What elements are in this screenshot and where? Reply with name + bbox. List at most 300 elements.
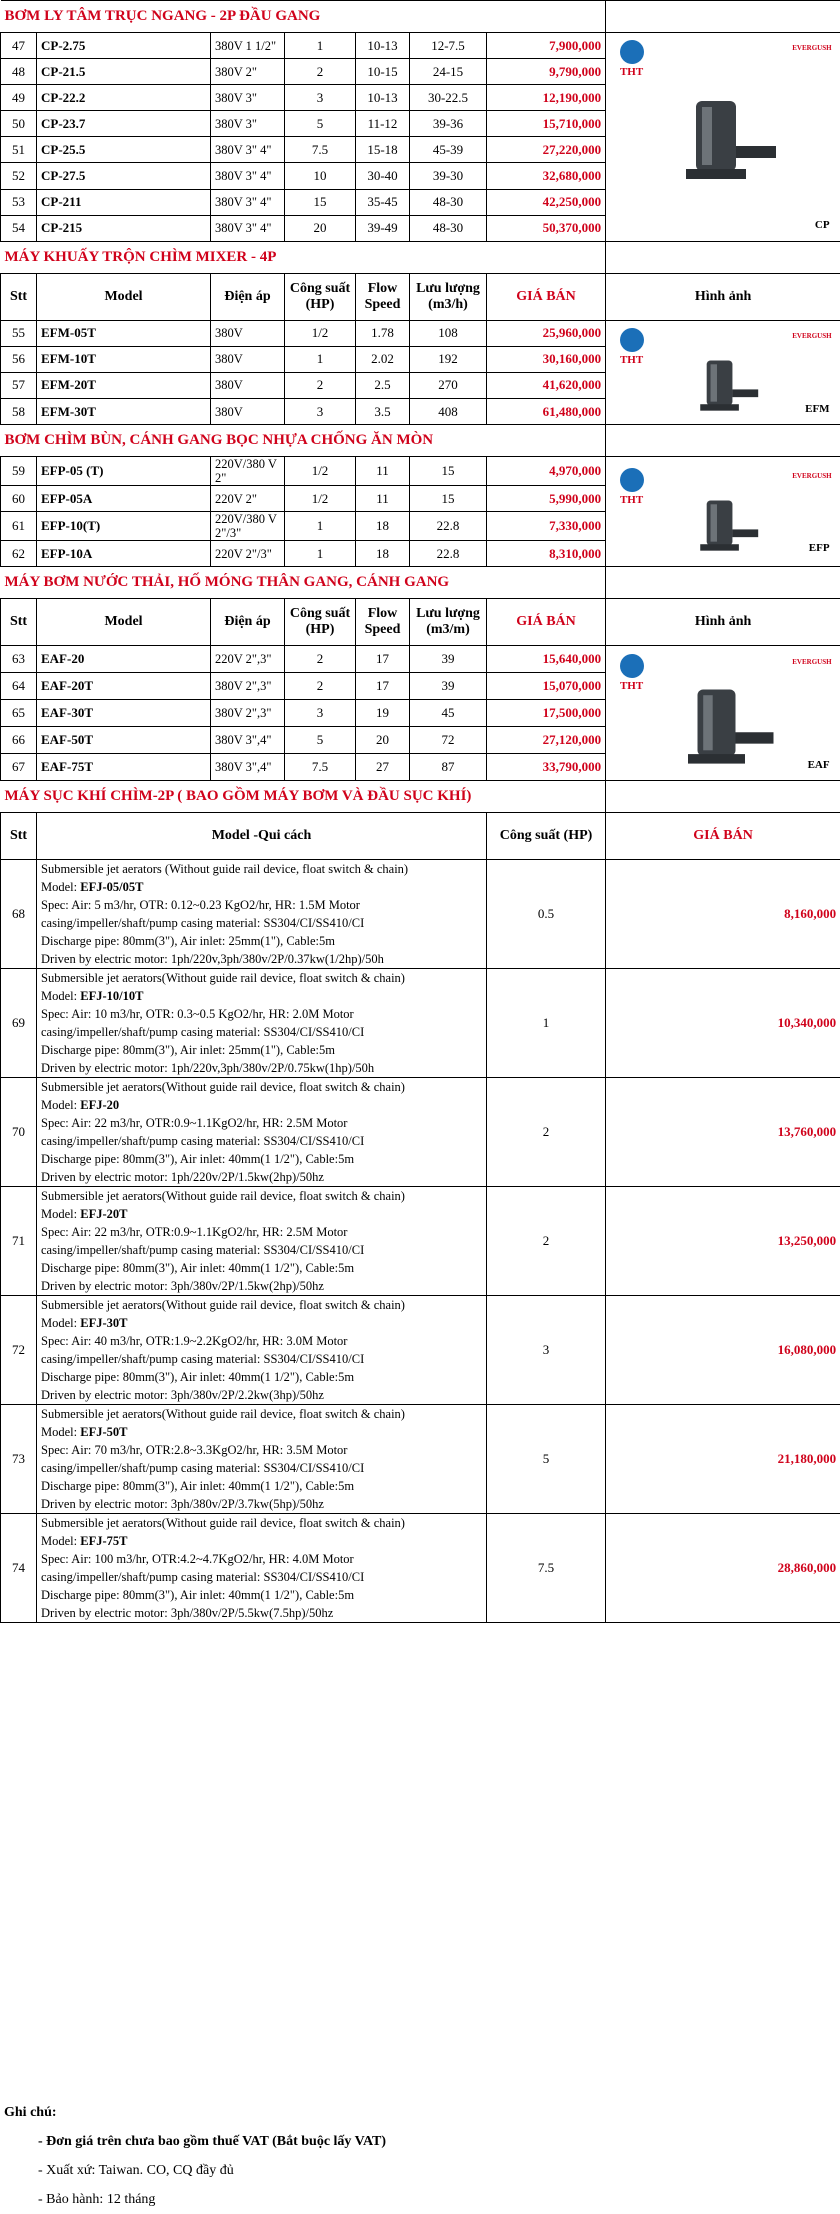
row-stt: 56 <box>1 346 37 372</box>
desc-line: Submersible jet aerators(Without guide rail device, float switch & chain) <box>41 1407 405 1422</box>
row-model: EFM-30T <box>37 399 211 425</box>
desc-model-prefix: Model: <box>41 1098 81 1113</box>
desc-model-line <box>41 878 482 896</box>
desc-pipe: Discharge pipe: 80mm(3"), Air inlet: 25mm(1"), Cable:5m <box>41 934 335 949</box>
desc-pipe: Discharge pipe: 80mm(3"), Air inlet: 40mm(1 1/2"), Cable:5m <box>41 1370 355 1385</box>
row-model: EFP-10(T) <box>37 512 211 541</box>
row-power: 2 <box>285 372 356 398</box>
row-flow-rate: 24-15 <box>410 59 487 85</box>
row-flow-rate: 15 <box>410 486 487 512</box>
desc-model: EFJ-75T <box>80 1534 128 1549</box>
table-row <box>1 33 840 59</box>
section-title-row <box>1 241 840 273</box>
desc-model: EFJ-50T <box>80 1425 128 1440</box>
row-flow-rate: 22.8 <box>410 512 487 541</box>
row-price: 12,190,000 <box>487 85 606 111</box>
desc-line: Submersible jet aerators(Without guide rail device, float switch & chain) <box>41 1189 405 1204</box>
row-power: 7.5 <box>487 1514 606 1623</box>
table-row <box>1 1296 840 1405</box>
row-model: EFP-10A <box>37 541 211 567</box>
desc-motor: Driven by electric motor: 1ph/220v,3ph/380v/2P/0.75kw(1hp)/50h <box>41 1061 375 1076</box>
row-description <box>37 969 487 1078</box>
desc-model: EFJ-30T <box>80 1316 128 1331</box>
row-power: 1 <box>285 541 356 567</box>
row-model: CP-21.5 <box>37 59 211 85</box>
row-price: 28,860,000 <box>606 1514 840 1623</box>
row-model: EFM-05T <box>37 320 211 346</box>
row-flow-speed: 27 <box>356 754 410 781</box>
row-price: 15,710,000 <box>487 111 606 137</box>
row-power: 2 <box>285 646 356 673</box>
row-flow-speed: 10-13 <box>356 85 410 111</box>
row-flow-rate: 39 <box>410 646 487 673</box>
desc-line: Submersible jet aerators(Without guide rail device, float switch & chain) <box>41 1298 405 1313</box>
row-voltage: 380V 3" <box>211 85 285 111</box>
row-flow-speed: 18 <box>356 512 410 541</box>
row-flow-rate: 45 <box>410 700 487 727</box>
row-flow-speed: 17 <box>356 646 410 673</box>
row-flow-rate: 39 <box>410 673 487 700</box>
row-price: 5,990,000 <box>487 486 606 512</box>
evergush-logo-icon: EVERGUSH <box>792 471 832 480</box>
section-title-row <box>1 425 840 457</box>
notes-section <box>0 2098 840 2214</box>
section-title-row <box>1 781 840 813</box>
row-model: CP-25.5 <box>37 137 211 163</box>
row-voltage: 380V <box>211 346 285 372</box>
row-voltage: 220V 2"/3" <box>211 541 285 567</box>
header-hp: Công suất (HP) <box>285 599 356 646</box>
section-title: MÁY BƠM NƯỚC THẢI, HỐ MÓNG THÂN GANG, CÁNH GANG <box>1 567 606 599</box>
row-voltage: 380V 3" 4" <box>211 137 285 163</box>
row-price: 15,070,000 <box>487 673 606 700</box>
header-price: GIÁ BÁN <box>487 599 606 646</box>
row-model: EAF-75T <box>37 754 211 781</box>
row-flow-rate: 270 <box>410 372 487 398</box>
desc-spec: Spec: Air: 22 m3/hr, OTR:0.9~1.1KgO2/hr, HR: 2.5M Motor casing/impeller/shaft/pump casing material: SS304/CI/SS410/CI <box>41 1225 365 1258</box>
header-flow: Flow Speed <box>356 273 410 320</box>
row-model: EAF-30T <box>37 700 211 727</box>
tht-disk-icon <box>620 328 644 352</box>
pump-illustration-icon <box>666 680 786 775</box>
row-price: 17,500,000 <box>487 700 606 727</box>
row-flow-speed: 10-15 <box>356 59 410 85</box>
row-stt: 47 <box>1 33 37 59</box>
section-title-blank <box>606 781 840 813</box>
row-description <box>37 1187 487 1296</box>
row-price: 25,960,000 <box>487 320 606 346</box>
row-price: 10,340,000 <box>606 969 840 1078</box>
row-voltage: 380V 2",3" <box>211 700 285 727</box>
desc-spec: Spec: Air: 5 m3/hr, OTR: 0.12~0.23 KgO2/hr, HR: 1.5M Motor casing/impeller/shaft/pump casing material: SS304/CI/SS410/CI <box>41 898 365 931</box>
desc-spec: Spec: Air: 10 m3/hr, OTR: 0.3~0.5 KgO2/hr, HR: 2.0M Motor casing/impeller/shaft/pump casing material: SS304/CI/SS410/CI <box>41 1007 365 1040</box>
desc-model-prefix: Model: <box>41 989 81 1004</box>
header-stt: Stt <box>1 273 37 320</box>
desc-model: EFJ-20T <box>80 1207 128 1222</box>
row-power: 2 <box>285 59 356 85</box>
row-power: 10 <box>285 163 356 189</box>
desc-model-line <box>41 1314 482 1332</box>
row-power: 3 <box>285 399 356 425</box>
row-stt: 60 <box>1 486 37 512</box>
row-price: 42,250,000 <box>487 189 606 215</box>
header-volt: Điện áp <box>211 273 285 320</box>
section-title: MÁY KHUẤY TRỘN CHÌM MIXER - 4P <box>1 241 606 273</box>
product-image-label: CP <box>814 219 830 232</box>
row-stt: 51 <box>1 137 37 163</box>
desc-model-prefix: Model: <box>41 1425 81 1440</box>
desc-motor: Driven by electric motor: 3ph/380v/2P/5.5kw(7.5hp)/50hz <box>41 1606 334 1621</box>
row-power: 5 <box>285 727 356 754</box>
desc-model-line <box>41 987 482 1005</box>
evergush-logo-icon: EVERGUSH <box>792 332 832 341</box>
desc-pipe: Discharge pipe: 80mm(3"), Air inlet: 40mm(1 1/2"), Cable:5m <box>41 1261 355 1276</box>
row-voltage: 220V 2",3" <box>211 646 285 673</box>
section-title: BƠM CHÌM BÙN, CÁNH GANG BỌC NHỰA CHỐNG ĂN MÒN <box>1 425 606 457</box>
row-stt: 49 <box>1 85 37 111</box>
desc-pipe: Discharge pipe: 80mm(3"), Air inlet: 40mm(1 1/2"), Cable:5m <box>41 1588 355 1603</box>
section-title-blank <box>606 241 840 273</box>
tht-logo-text: THT <box>619 354 644 367</box>
header-rate: Lưu lượng (m3/m) <box>410 599 487 646</box>
row-power: 1 <box>285 346 356 372</box>
table-row <box>1 320 840 346</box>
tht-logo-icon <box>615 654 649 692</box>
row-description <box>37 1405 487 1514</box>
row-power: 15 <box>285 189 356 215</box>
desc-spec: Spec: Air: 70 m3/hr, OTR:2.8~3.3KgO2/hr, HR: 3.5M Motor casing/impeller/shaft/pump casing material: SS304/CI/SS410/CI <box>41 1443 365 1476</box>
desc-spec: Spec: Air: 40 m3/hr, OTR:1.9~2.2KgO2/hr, HR: 3.0M Motor casing/impeller/shaft/pump casing material: SS304/CI/SS410/CI <box>41 1334 365 1367</box>
header-price: GIÁ BÁN <box>606 813 840 860</box>
row-stt: 59 <box>1 457 37 486</box>
product-image-label: EAF <box>807 758 830 771</box>
section-title: BƠM LY TÂM TRỤC NGANG - 2P ĐẦU GANG <box>1 1 606 33</box>
row-flow-speed: 30-40 <box>356 163 410 189</box>
tht-disk-icon <box>620 654 644 678</box>
row-flow-rate: 108 <box>410 320 487 346</box>
row-power: 1/2 <box>285 486 356 512</box>
header-hp: Công suất (HP) <box>487 813 606 860</box>
row-stt: 73 <box>1 1405 37 1514</box>
desc-pipe: Discharge pipe: 80mm(3"), Air inlet: 40mm(1 1/2"), Cable:5m <box>41 1152 355 1167</box>
row-voltage: 380V 2" <box>211 59 285 85</box>
header-flow: Flow Speed <box>356 599 410 646</box>
row-flow-speed: 18 <box>356 541 410 567</box>
desc-model-prefix: Model: <box>41 1534 81 1549</box>
note-origin: - Xuất xứ: Taiwan. CO, CQ đầy đủ <box>38 2163 234 2178</box>
row-voltage: 380V 3" 4" <box>211 189 285 215</box>
sheet-body <box>1 1 840 1623</box>
pump-illustration-icon <box>666 354 786 418</box>
product-image-cell <box>606 320 840 424</box>
row-voltage: 380V 1 1/2" <box>211 33 285 59</box>
row-power: 5 <box>285 111 356 137</box>
row-model: CP-23.7 <box>37 111 211 137</box>
row-price: 13,760,000 <box>606 1078 840 1187</box>
row-model: EFP-05 (T) <box>37 457 211 486</box>
row-flow-speed: 1.78 <box>356 320 410 346</box>
section-title-row <box>1 567 840 599</box>
row-power: 5 <box>487 1405 606 1514</box>
row-voltage: 380V 3",4" <box>211 727 285 754</box>
row-model: EFM-20T <box>37 372 211 398</box>
notes-heading: Ghi chú: <box>4 2105 57 2120</box>
row-price: 41,620,000 <box>487 372 606 398</box>
table-row <box>1 1078 840 1187</box>
row-price: 27,220,000 <box>487 137 606 163</box>
header-model: Model -Qui cách <box>37 813 487 860</box>
table-row <box>1 860 840 969</box>
product-image <box>611 36 836 237</box>
header-row <box>1 273 840 320</box>
row-stt: 55 <box>1 320 37 346</box>
table-row <box>1 1514 840 1623</box>
desc-model-line <box>41 1205 482 1223</box>
row-flow-speed: 10-13 <box>356 33 410 59</box>
row-model: EAF-20T <box>37 673 211 700</box>
row-price: 4,970,000 <box>487 457 606 486</box>
table-row <box>1 1405 840 1514</box>
row-flow-rate: 192 <box>410 346 487 372</box>
row-price: 27,120,000 <box>487 727 606 754</box>
row-flow-speed: 20 <box>356 727 410 754</box>
row-model: EFM-10T <box>37 346 211 372</box>
row-power: 1 <box>487 969 606 1078</box>
row-voltage: 380V <box>211 372 285 398</box>
row-description <box>37 1514 487 1623</box>
tht-disk-icon <box>620 468 644 492</box>
table-row <box>1 1187 840 1296</box>
row-power: 3 <box>285 700 356 727</box>
row-stt: 70 <box>1 1078 37 1187</box>
row-stt: 63 <box>1 646 37 673</box>
row-stt: 53 <box>1 189 37 215</box>
row-model: CP-2.75 <box>37 33 211 59</box>
desc-motor: Driven by electric motor: 1ph/220v/2P/1.5kw(2hp)/50hz <box>41 1170 324 1185</box>
row-price: 7,330,000 <box>487 512 606 541</box>
row-flow-speed: 2.02 <box>356 346 410 372</box>
row-flow-rate: 408 <box>410 399 487 425</box>
row-power: 2 <box>285 673 356 700</box>
row-flow-rate: 87 <box>410 754 487 781</box>
row-stt: 48 <box>1 59 37 85</box>
desc-model-prefix: Model: <box>41 1316 81 1331</box>
row-power: 7.5 <box>285 137 356 163</box>
row-flow-speed: 11 <box>356 457 410 486</box>
header-image: Hình ảnh <box>606 599 840 646</box>
row-power: 2 <box>487 1187 606 1296</box>
row-voltage: 380V 3" 4" <box>211 163 285 189</box>
row-price: 8,310,000 <box>487 541 606 567</box>
row-stt: 64 <box>1 673 37 700</box>
note-warranty: - Bảo hành: 12 tháng <box>38 2192 156 2207</box>
row-stt: 66 <box>1 727 37 754</box>
tht-logo-icon <box>615 328 649 366</box>
row-flow-rate: 15 <box>410 457 487 486</box>
row-price: 30,160,000 <box>487 346 606 372</box>
desc-line: Submersible jet aerators(Without guide rail device, float switch & chain) <box>41 1516 405 1531</box>
section-title: MÁY SỤC KHÍ CHÌM-2P ( BAO GỒM MÁY BƠM VÀ ĐẦU SỤC KHÍ) <box>1 781 606 813</box>
row-flow-rate: 30-22.5 <box>410 85 487 111</box>
row-power: 20 <box>285 215 356 241</box>
row-stt: 54 <box>1 215 37 241</box>
desc-motor: Driven by electric motor: 1ph/220v,3ph/380v/2P/0.37kw(1/2hp)/50h <box>41 952 384 967</box>
evergush-logo-icon: EVERGUSH <box>792 44 832 53</box>
row-power: 7.5 <box>285 754 356 781</box>
row-voltage: 220V/380 V 2" <box>211 457 285 486</box>
row-power: 2 <box>487 1078 606 1187</box>
desc-model: EFJ-05/05T <box>80 880 144 895</box>
row-price: 7,900,000 <box>487 33 606 59</box>
row-stt: 62 <box>1 541 37 567</box>
row-stt: 72 <box>1 1296 37 1405</box>
row-stt: 61 <box>1 512 37 541</box>
row-model: CP-22.2 <box>37 85 211 111</box>
row-voltage: 380V <box>211 320 285 346</box>
row-price: 15,640,000 <box>487 646 606 673</box>
header-stt: Stt <box>1 599 37 646</box>
row-stt: 58 <box>1 399 37 425</box>
row-stt: 69 <box>1 969 37 1078</box>
row-flow-speed: 39-49 <box>356 215 410 241</box>
row-power: 0.5 <box>487 860 606 969</box>
desc-motor: Driven by electric motor: 3ph/380v/2P/1.5kw(2hp)/50hz <box>41 1279 324 1294</box>
desc-pipe: Discharge pipe: 80mm(3"), Air inlet: 40mm(1 1/2"), Cable:5m <box>41 1479 355 1494</box>
row-price: 8,160,000 <box>606 860 840 969</box>
row-power: 1 <box>285 512 356 541</box>
desc-motor: Driven by electric motor: 3ph/380v/2P/2.2kw(3hp)/50hz <box>41 1388 324 1403</box>
desc-model-line <box>41 1423 482 1441</box>
header-row <box>1 599 840 646</box>
section-title-blank <box>606 567 840 599</box>
product-image-cell <box>606 646 840 781</box>
row-voltage: 380V <box>211 399 285 425</box>
row-flow-rate: 39-30 <box>410 163 487 189</box>
tht-logo-icon <box>615 468 649 506</box>
row-flow-rate: 72 <box>410 727 487 754</box>
row-voltage: 380V 3",4" <box>211 754 285 781</box>
row-flow-speed: 17 <box>356 673 410 700</box>
desc-spec: Spec: Air: 22 m3/hr, OTR:0.9~1.1KgO2/hr, HR: 2.5M Motor casing/impeller/shaft/pump casing material: SS304/CI/SS410/CI <box>41 1116 365 1149</box>
row-model: CP-27.5 <box>37 163 211 189</box>
tht-disk-icon <box>620 40 644 64</box>
row-stt: 71 <box>1 1187 37 1296</box>
row-flow-speed: 19 <box>356 700 410 727</box>
row-flow-rate: 48-30 <box>410 215 487 241</box>
tht-logo-icon <box>615 40 649 78</box>
row-voltage: 380V 2",3" <box>211 673 285 700</box>
row-description <box>37 1296 487 1405</box>
row-model: EAF-50T <box>37 727 211 754</box>
desc-model: EFJ-10/10T <box>80 989 144 1004</box>
desc-model-prefix: Model: <box>41 1207 81 1222</box>
row-price: 61,480,000 <box>487 399 606 425</box>
desc-model-line <box>41 1096 482 1114</box>
desc-model-line <box>41 1532 482 1550</box>
header-hp: Công suất (HP) <box>285 273 356 320</box>
product-image-label: EFP <box>808 541 830 554</box>
row-price: 16,080,000 <box>606 1296 840 1405</box>
header-row <box>1 813 840 860</box>
row-flow-speed: 15-18 <box>356 137 410 163</box>
row-stt: 57 <box>1 372 37 398</box>
table-row <box>1 969 840 1078</box>
row-model: CP-211 <box>37 189 211 215</box>
desc-motor: Driven by electric motor: 3ph/380v/2P/3.7kw(5hp)/50hz <box>41 1497 324 1512</box>
section-title-blank <box>606 425 840 457</box>
tht-logo-text: THT <box>619 66 644 79</box>
header-rate: Lưu lượng (m3/h) <box>410 273 487 320</box>
row-description <box>37 1078 487 1187</box>
row-price: 21,180,000 <box>606 1405 840 1514</box>
row-price: 50,370,000 <box>487 215 606 241</box>
product-image <box>611 464 836 560</box>
note-vat: - Đơn giá trên chưa bao gồm thuế VAT (Bắt buộc lấy VAT) <box>38 2134 387 2149</box>
row-price: 13,250,000 <box>606 1187 840 1296</box>
row-power: 3 <box>285 85 356 111</box>
row-description <box>37 860 487 969</box>
product-image-cell <box>606 33 840 242</box>
row-flow-speed: 11-12 <box>356 111 410 137</box>
row-flow-speed: 2.5 <box>356 372 410 398</box>
header-volt: Điện áp <box>211 599 285 646</box>
desc-line: Submersible jet aerators(Without guide rail device, float switch & chain) <box>41 971 405 986</box>
row-voltage: 380V 3" 4" <box>211 215 285 241</box>
header-price: GIÁ BÁN <box>487 273 606 320</box>
product-image-cell <box>606 457 840 567</box>
header-image: Hình ảnh <box>606 273 840 320</box>
row-price: 33,790,000 <box>487 754 606 781</box>
row-stt: 52 <box>1 163 37 189</box>
header-model: Model <box>37 273 211 320</box>
header-stt: Stt <box>1 813 37 860</box>
row-flow-speed: 11 <box>356 486 410 512</box>
row-stt: 68 <box>1 860 37 969</box>
header-model: Model <box>37 599 211 646</box>
row-power: 3 <box>487 1296 606 1405</box>
row-flow-speed: 3.5 <box>356 399 410 425</box>
product-image <box>611 650 836 777</box>
row-flow-rate: 22.8 <box>410 541 487 567</box>
row-model: EFP-05A <box>37 486 211 512</box>
tht-logo-text: THT <box>619 493 644 506</box>
evergush-logo-icon: EVERGUSH <box>792 657 832 666</box>
row-price: 9,790,000 <box>487 59 606 85</box>
table-row <box>1 646 840 673</box>
row-stt: 50 <box>1 111 37 137</box>
row-flow-rate: 12-7.5 <box>410 33 487 59</box>
desc-line: Submersible jet aerators (Without guide rail device, float switch & chain) <box>41 862 409 877</box>
desc-line: Submersible jet aerators(Without guide rail device, float switch & chain) <box>41 1080 405 1095</box>
product-image <box>611 324 836 420</box>
desc-spec: Spec: Air: 100 m3/hr, OTR:4.2~4.7KgO2/hr, HR: 4.0M Motor casing/impeller/shaft/pump casing material: SS304/CI/SS410/CI <box>41 1552 365 1585</box>
row-flow-rate: 39-36 <box>410 111 487 137</box>
desc-model: EFJ-20 <box>80 1098 120 1113</box>
row-stt: 74 <box>1 1514 37 1623</box>
row-voltage: 380V 3" <box>211 111 285 137</box>
row-price: 32,680,000 <box>487 163 606 189</box>
desc-model-prefix: Model: <box>41 880 81 895</box>
row-model: CP-215 <box>37 215 211 241</box>
row-power: 1/2 <box>285 320 356 346</box>
row-power: 1/2 <box>285 457 356 486</box>
section-title-row <box>1 1 840 33</box>
row-stt: 67 <box>1 754 37 781</box>
row-power: 1 <box>285 33 356 59</box>
pump-illustration-icon <box>666 494 786 558</box>
product-image-label: EFM <box>805 402 830 415</box>
row-flow-rate: 45-39 <box>410 137 487 163</box>
